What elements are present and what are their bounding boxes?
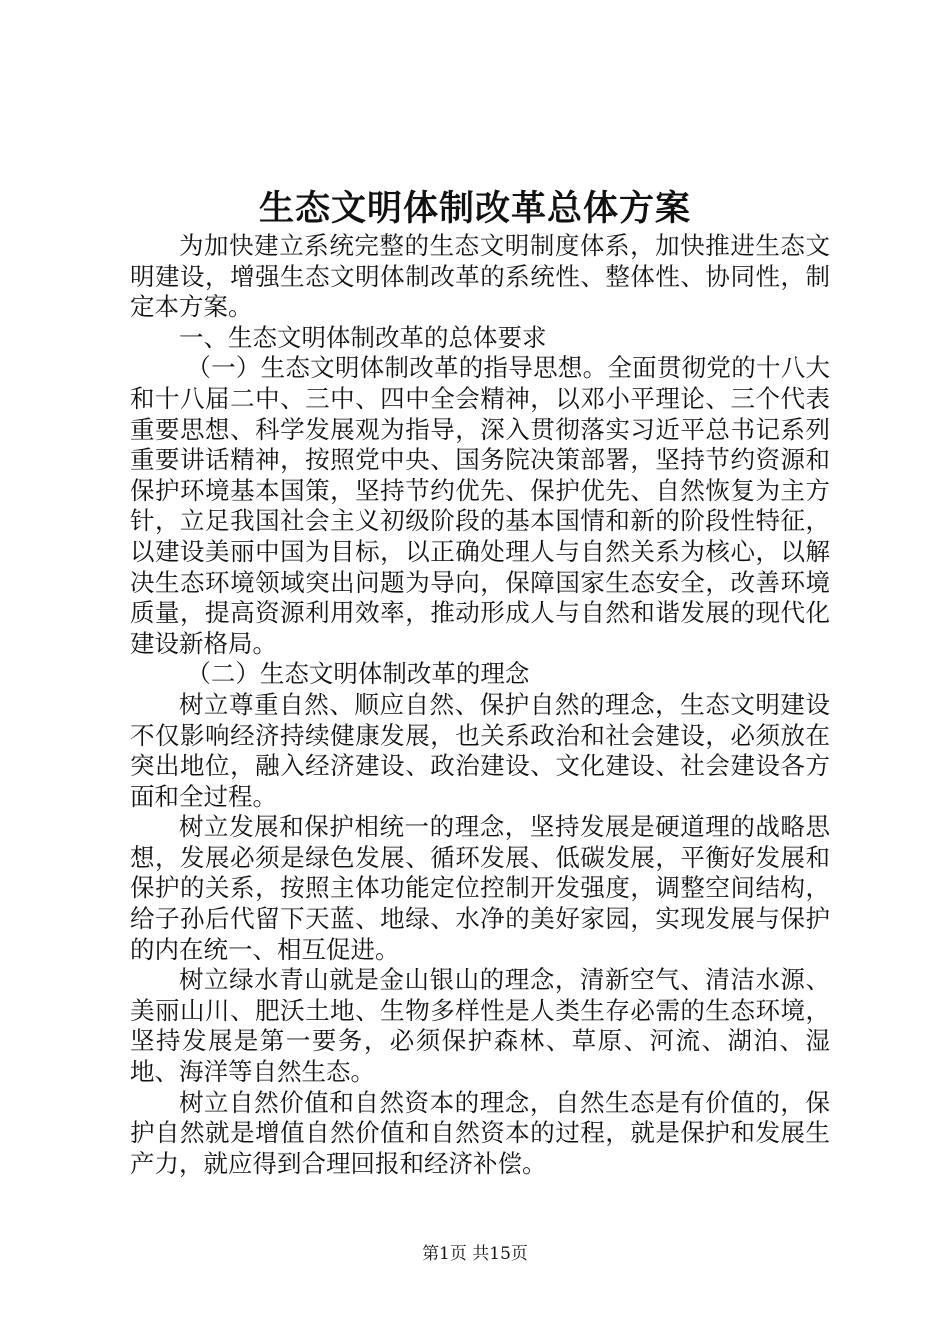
concept-paragraph: 树立自然价值和自然资本的理念，自然生态是有价值的，保护自然就是增值自然价值和自然资本的过程，就是保护和发展生产力，就应得到合理回报和经济补偿。 (130, 1087, 830, 1178)
concept-paragraph: 树立尊重自然、顺应自然、保护自然的理念，生态文明建设不仅影响经济持续健康发展，也关系政治和社会建设，必须放在突出地位，融入经济建设、政治建设、文化建设、社会建设各方面和全过程。 (130, 689, 830, 811)
concept-paragraph: 树立绿水青山就是金山银山的理念，清新空气、清洁水源、美丽山川、肥沃土地、生物多样性是人类生存必需的生态环境，坚持发展是第一要务，必须保护森林、草原、河流、湖泊、湿地、海洋等自然生态。 (130, 965, 830, 1087)
concept-paragraph: 树立发展和保护相统一的理念，坚持发展是硬道理的战略思想，发展必须是绿色发展、循环发展、低碳发展，平衡好发展和保护的关系，按照主体功能定位控制开发强度，调整空间结构，给子孙后代留下天蓝、地绿、水净的美好家园，实现发展与保护的内在统一、相互促进。 (130, 812, 830, 964)
subsection-heading: （二）生态文明体制改革的理念 (186, 659, 530, 689)
section-heading: 一、生态文明体制改革的总体要求 (179, 322, 547, 352)
document-body (130, 231, 830, 1179)
document-title: 生态文明体制改革总体方案 (258, 188, 691, 229)
guiding-thought-paragraph: （一）生态文明体制改革的指导思想。全面贯彻党的十八大和十八届二中、三中、四中全会精神，以邓小平理论、三个代表重要思想、科学发展观为指导，深入贯彻落实习近平总书记系列重要讲话精神，按照党中央、国务院决策部署，坚持节约资源和保护环境基本国策，坚持节约优先、保护优先、自然恢复为主方针，立足我国社会主义初级阶段的基本国情和新的阶段性特征，以建设美丽中国为目标，以正确处理人与自然关系为核心，以解决生态环境领域突出问题为导向，保障国家生态安全，改善环境质量，提高资源利用效率，推动形成人与自然和谐发展的现代化建设新格局。 (130, 353, 830, 658)
page-footer: 第1页 共15页 (422, 1244, 528, 1264)
intro-paragraph: 为加快建立系统完整的生态文明制度体系，加快推进生态文明建设，增强生态文明体制改革的系统性、整体性、协同性，制定本方案。 (130, 231, 830, 322)
